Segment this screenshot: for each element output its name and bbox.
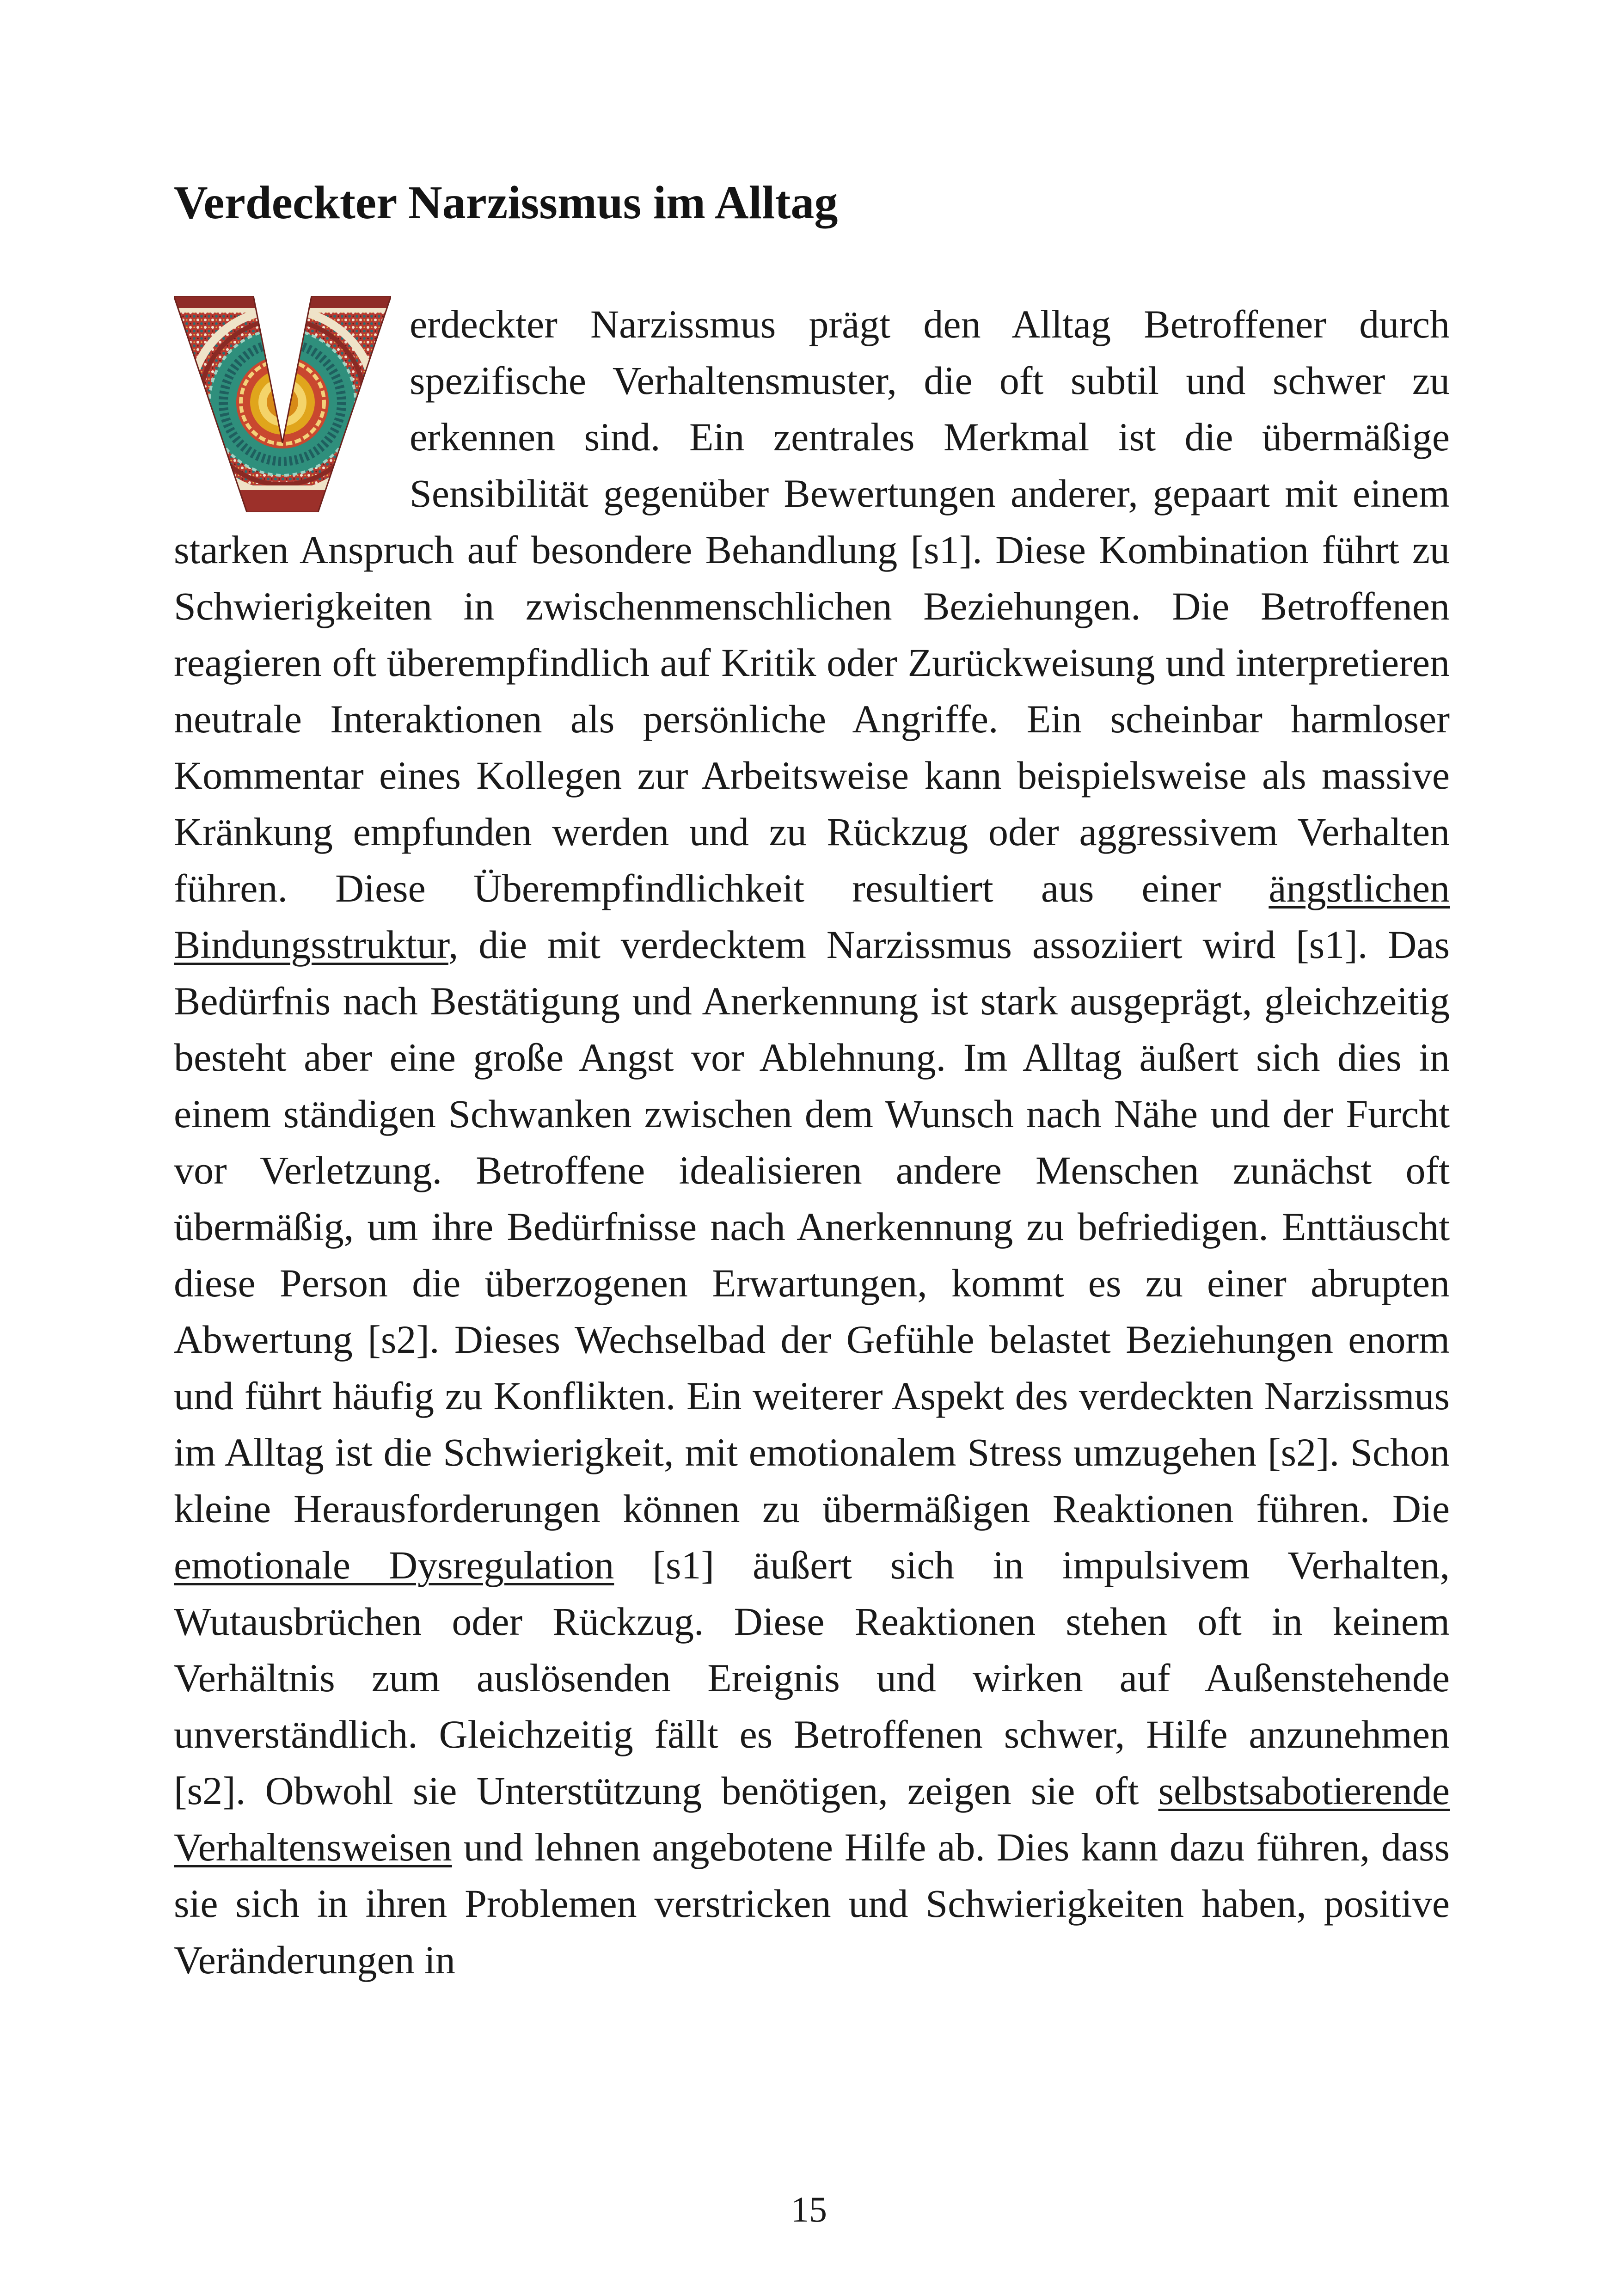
chapter-title: Verdeckter Narzissmus im Alltag xyxy=(174,177,838,229)
page-number: 15 xyxy=(791,2189,827,2229)
underlined-term-anxious-attachment: ängstlichen Bindungsstruktur xyxy=(174,866,1450,967)
paragraph-segment: und lehnen angebotene Hilfe ab. Dies kann dazu führen, dass sie sich in ihren Problemen verstricken und Schwierigkeiten haben, positive Veränderungen in xyxy=(174,1825,1450,1982)
decorated-drop-cap-v xyxy=(174,296,410,522)
paragraph-segment: , die mit verdecktem Narzissmus assoziiert wird [s1]. Das Bedürfnis nach Bestätigung und Anerkennung ist stark ausgeprägt, gleichzeitig besteht aber eine große Angst vor Ablehnung. Im Alltag äußert sich dies in einem ständigen Schwanken zwischen dem Wunsch nach Nähe und der Furcht vor Verletzung. Betroffene idealisieren andere Menschen zunächst oft übermäßig, um ihre Bedürfnisse nach Anerkennung zu befriedigen. Enttäuscht diese Person die überzogenen Erwartungen, kommt es zu einer abrupten Abwertung [s2]. Dieses Wechselbad der Gefühle belastet Beziehungen enorm und führt häufig zu Konflikten. Ein weiterer Aspekt des verdeckten Narzissmus im Alltag ist die Schwierigkeit, mit emotionalem Stress umzugehen [s2]. Schon kleine Herausforderungen können zu übermäßigen Reaktionen führen. Die xyxy=(174,922,1450,1531)
ornamental-mandala-letter-v-icon xyxy=(174,296,391,512)
underlined-term-self-sabotaging-behaviors: selbstsabotierende Verhaltensweisen xyxy=(174,1768,1450,1869)
underlined-term-emotional-dysregulation: emotionale Dysregulation xyxy=(174,1543,614,1587)
paragraph-segment: erdeckter Narzissmus prägt den Alltag Betroffener durch spezifische Verhaltensmuster, die oft subtil und schwer zu erkennen sind. Ein zentrales Merkmal ist die übermäßige Sensibilität gegenüber Bewertungen anderer, gepaart mit einem starken Anspruch auf besondere Behandlung [s1]. Diese Kombination führt zu Schwierigkeiten in zwischenmenschlichen Beziehungen. Die Betroffenen reagieren oft überempfindlich auf Kritik oder Zurückweisung und interpretieren neutrale Interaktionen als persönliche Angriffe. Ein scheinbar harmloser Kommentar eines Kollegen zur Arbeitsweise kann beispielsweise als massive Kränkung empfunden werden und zu Rückzug oder aggressivem Verhalten führen. Diese Überempfindlichkeit resultiert aus einer xyxy=(174,302,1450,910)
body-paragraph xyxy=(174,296,1450,1988)
paragraph-segment: [s1] äußert sich in impulsivem Verhalten, Wutausbrüchen oder Rückzug. Diese Reaktionen stehen oft in keinem Verhältnis zum auslösenden Ereignis und wirken auf Außenstehende unverständlich. Gleichzeitig fällt es Betroffenen schwer, Hilfe anzunehmen [s2]. Obwohl sie Unterstützung benötigen, zeigen sie oft xyxy=(174,1543,1450,1813)
